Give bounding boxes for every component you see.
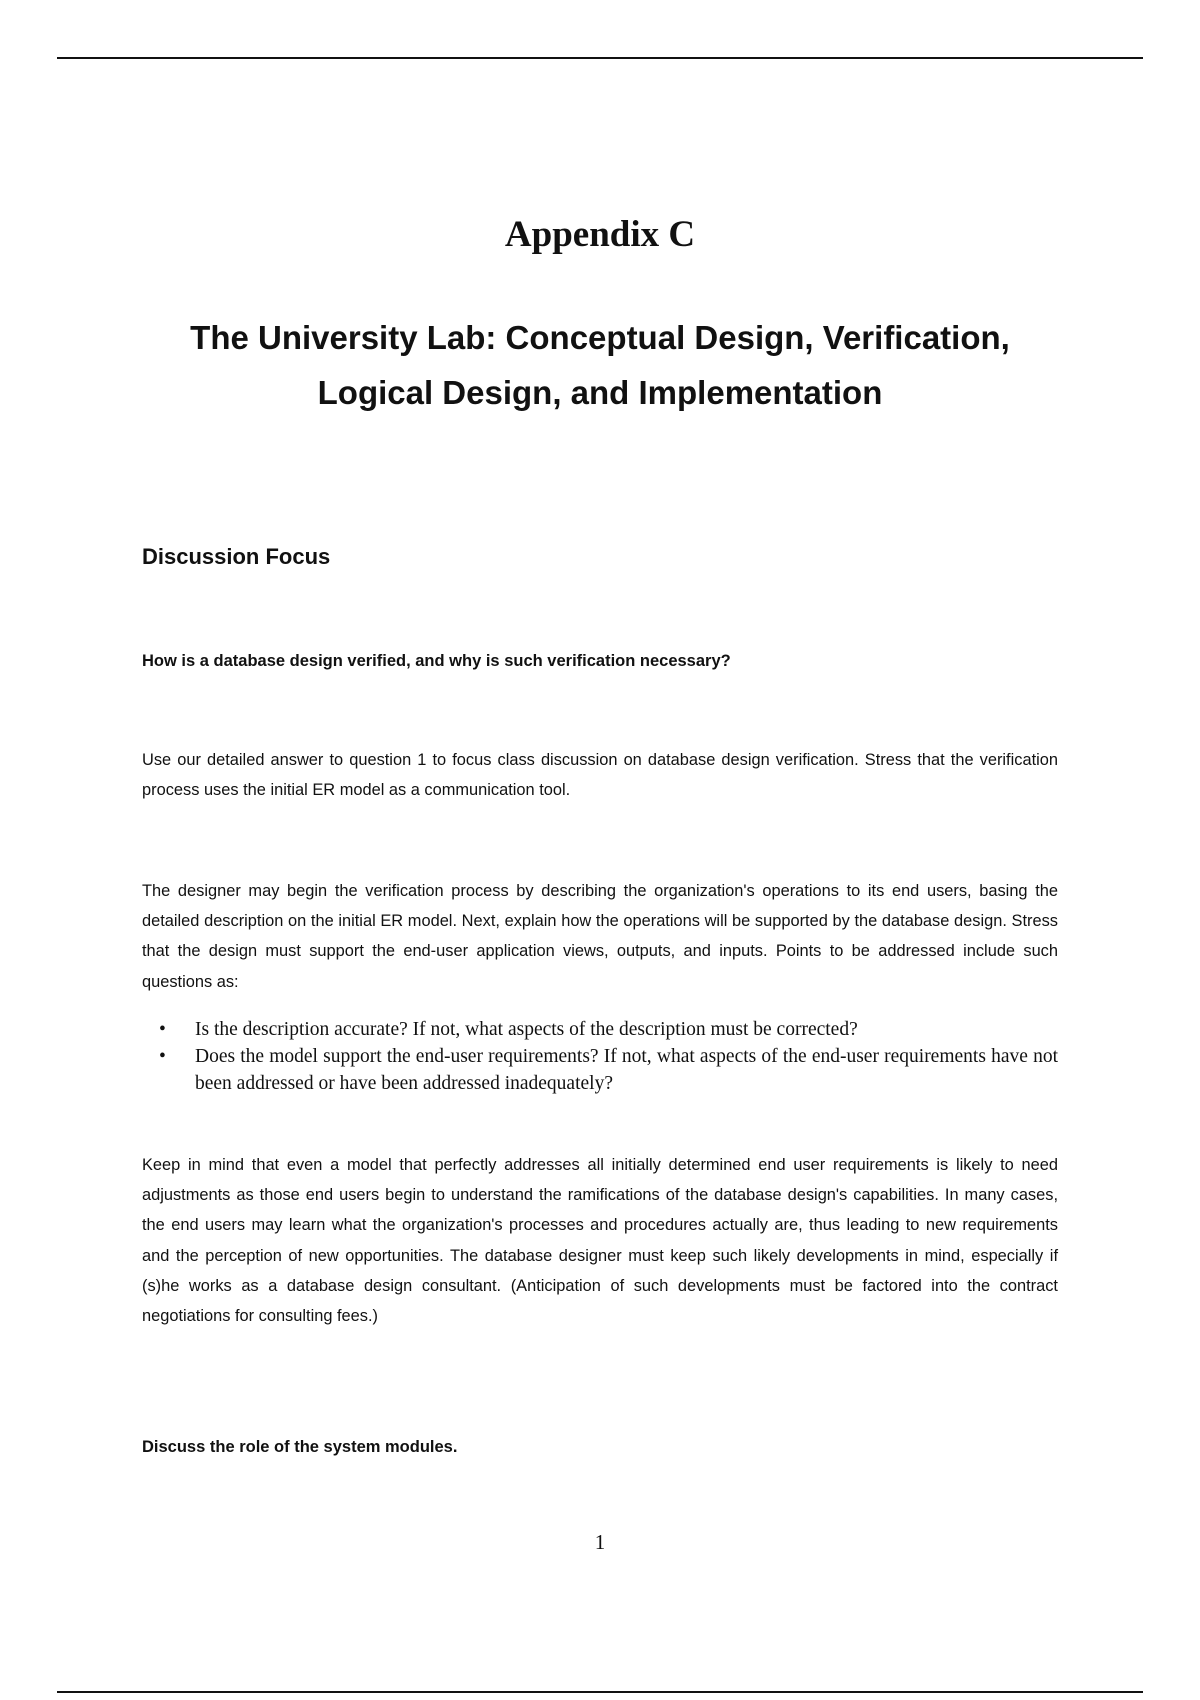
list-item-text: Is the description accurate? If not, what aspects of the description must be corrected? bbox=[195, 1019, 858, 1040]
paragraph-verification-intro: Use our detailed answer to question 1 to focus class discussion on database design verification. Stress that the verification process uses the initial ER model as a communication tool. bbox=[142, 751, 1058, 800]
list-item bbox=[142, 1016, 1058, 1043]
section-heading: Discussion Focus bbox=[142, 544, 331, 569]
paragraph-adjustments: Keep in mind that even a model that perfectly addresses all initially determined end user requirements is likely to need adjustments as those end users begin to understand the ramifications of the database design's capabilities. In many cases, the end users may learn what the organization's processes and procedures actually are, thus leading to new requirements and the perception of new opportunities. The database designer must keep such likely developments in mind, especially if (s)he works as a database design consultant. (Anticipation of such developments must be factored into the contract negotiations for consulting fees.) bbox=[142, 1156, 1058, 1326]
bottom-rule bbox=[57, 1691, 1143, 1693]
bullet-icon: • bbox=[159, 1046, 166, 1067]
main-title-line-2: Logical Design, and Implementation bbox=[317, 374, 883, 411]
page-number: 1 bbox=[594, 1530, 606, 1554]
appendix-title: Appendix C bbox=[504, 214, 696, 255]
main-title bbox=[142, 310, 1058, 420]
list-item-text: Does the model support the end-user requirements? If not, what aspects of the end-user requirements have not been addressed or have been addressed inadequately? bbox=[195, 1046, 1058, 1094]
top-rule bbox=[57, 57, 1143, 59]
main-title-line-1: The University Lab: Conceptual Design, Verification, bbox=[190, 319, 1010, 356]
paragraph-verification-process: The designer may begin the verification process by describing the organization's operations to its end users, basing the detailed description on the initial ER model. Next, explain how the operations will be supported by the database design. Stress that the design must support the end-user application views, outputs, and inputs. Points to be addressed include such questions as: bbox=[142, 882, 1058, 991]
bullet-icon: • bbox=[159, 1019, 166, 1040]
list-item bbox=[142, 1043, 1058, 1097]
question-heading-system-modules: Discuss the role of the system modules. bbox=[142, 1438, 458, 1456]
verification-questions-list bbox=[142, 1016, 1058, 1097]
question-heading-verification: How is a database design verified, and why is such verification necessary? bbox=[142, 652, 731, 670]
